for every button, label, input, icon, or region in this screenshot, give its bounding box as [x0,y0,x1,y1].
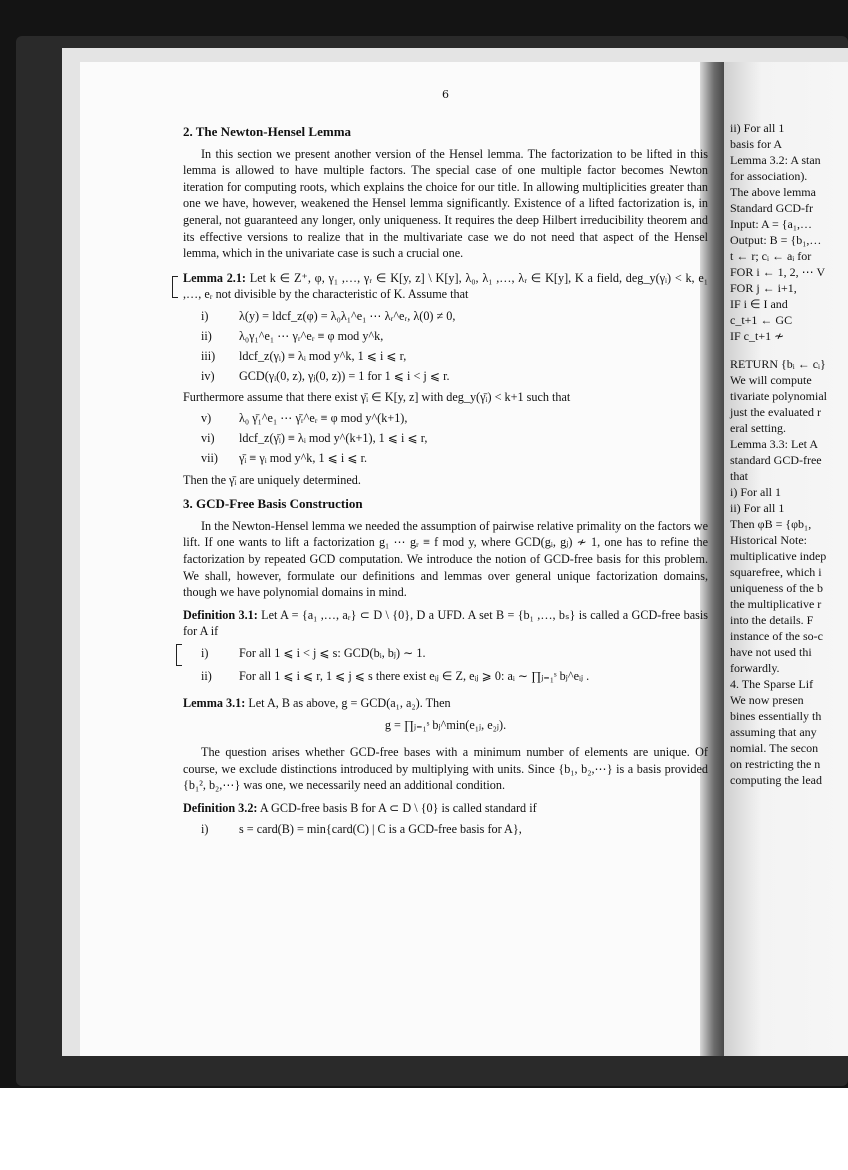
condition-item [183,409,708,429]
section-intro: In this section we present another version of the Hensel lemma. The factorization to be lifted in this lemma is allowed to have multiple factors. The special case of one multiple factor becomes Newton iteration for computing roots, which explains the choice for our title. In allowing multiplicities greater than one we have, however, weakened the Hensel lemma significantly. Existence of a lifted factorization is, in general, not guaranteed any longer, only uniqueness. It requires the deep Hilbert irreducibility theorem and its effective versions to realize that in the multivariate case we do not need that aspect of the Hensel lemma, which in the univariate case is such a crucial one. [183,146,708,261]
display-formula: g = ∏ⱼ₌₁ˢ bⱼ^min(e₁ⱼ, e₂ⱼ). [384,718,507,733]
definition-item [183,643,708,663]
lemma-label: Lemma 3.1: [183,695,246,710]
question-paragraph: The question arises whether GCD-free bases with a minimum number of elements are unique. Of course, we exclude distinctions introduced by multiplying with units. Since {b₁, b₂,⋯} is a basis provided {b₁², b₂,⋯} was one, we necessarily need an additional condition. [183,745,708,793]
condition-label: i) [201,308,209,323]
right-page-line: c_t+1 ← GC [730,313,793,327]
section-heading: 2. The Newton-Hensel Lemma [183,124,352,139]
condition-item [183,306,708,326]
condition-text: GCD(γᵢ(0, z), γⱼ(0, z)) = 1 for 1 ⩽ i < j ⩽ r. [239,368,450,383]
lemma-text: Let k ∈ Z⁺, φ, γ₁ ,…, γᵣ ∈ K[y, z] \ K[y], λ₀, λ₁ ,…, λᵣ ∈ K[y], K a field, deg_y(γᵢ) < k, e₁ ,…, eᵣ not divisible by the characteristic of K. Assume that [183,270,709,302]
right-page-line: ii) For all 1 [730,121,785,135]
annotation-bracket [176,644,182,666]
lemma-conclusion: Then the γ̄ᵢ are uniquely determined. [183,472,361,487]
lemma-text: Let A, B as above, g = GCD(a₁, a₂). Then [248,695,451,710]
right-page-line: assuming that any [730,725,817,739]
condition-list [183,409,708,469]
right-page-line: IF c_t+1 ≁ [730,329,785,343]
right-page-line: have not used thi [730,645,812,659]
right-page-line [730,344,848,356]
definition-label: Definition 3.2: [183,800,258,815]
condition-list [183,306,708,386]
left-page-content [183,124,708,842]
right-page-line: Output: B = {b₁,… [730,233,822,247]
section-intro: In the Newton-Hensel lemma we needed the assumption of pairwise relative primality on the factors we lift. If one wants to lift a factorization g₁ ⋯ gᵣ ≡ f mod y, where GCD(gᵢ, gⱼ) ≁ 1, one has to refine the factorization by repeated GCD computation. We introduce the notion of GCD-free basis for this problem. We shall, however, formulate our definitions and lemmas over general unique factorization domains, though we have polynomial domains in mind. [183,518,708,600]
right-page-line: bines essentially th [730,709,822,723]
right-page-line: Lemma 3.3: Let A [730,437,818,451]
right-page-line: into the details. F [730,613,814,627]
annotation-bracket [172,276,178,298]
condition-item [183,366,708,386]
condition-text: λ₀γ₁^e₁ ⋯ γᵣ^eᵣ ≡ φ mod y^k, [239,328,384,343]
right-page-line: basis for A [730,137,782,151]
definition-label: Definition 3.1: [183,607,258,622]
right-page-line: nomial. The secon [730,741,819,755]
condition-label: v) [201,411,212,426]
right-page-line: forwardly. [730,661,780,675]
right-page-line: squarefree, which i [730,565,822,579]
condition-item [183,449,708,469]
right-page-line: IF i ∈ I and [730,297,788,311]
item-text: For all 1 ⩽ i < j ⩽ s: GCD(bᵢ, bⱼ) ∼ 1. [239,645,426,660]
right-page-line: Input: A = {a₁,… [730,217,813,231]
definition-item [183,819,708,839]
right-page-line: RETURN {bᵢ ← cᵢ} [730,357,826,371]
definition-items [183,819,708,839]
condition-label: vi) [201,431,215,446]
scanner-margin [0,1088,848,1170]
right-page-line: on restricting the n [730,757,821,771]
definition-items [183,643,708,689]
right-page-fragments [730,120,848,788]
condition-item [183,429,708,449]
lemma-3-1 [183,695,708,712]
condition-label: vii) [201,451,218,466]
page-number: 6 [442,88,449,101]
right-page-line: 4. The Sparse Lif [730,677,814,691]
section-heading: 3. GCD-Free Basis Construction [183,496,363,512]
right-page-line: tivariate polynomial [730,389,827,403]
condition-text: λ(y) = ldcf_z(φ) = λ₀λ₁^e₁ ⋯ λᵣ^eᵣ, λ(0) ≠ 0, [239,308,456,323]
condition-text: γ̄ᵢ ≡ γᵢ mod y^k, 1 ⩽ i ⩽ r. [239,451,368,466]
right-page-line: computing the lead [730,773,822,787]
condition-item [183,346,708,366]
right-page-line: Standard GCD-fr [730,201,813,215]
right-page-line: We now presen [730,693,804,707]
further-assumption: Furthermore assume that there exist γ̄ᵢ ∈ K[y, z] with deg_y(γ̄ᵢ) < k+1 such that [183,389,571,404]
right-page-line: eral setting. [730,421,786,435]
right-page-line: multiplicative indep [730,549,827,563]
right-page-line: Historical Note: [730,533,807,547]
definition-text: A GCD-free basis B for A ⊂ D \ {0} is called standard if [259,800,537,815]
condition-label: iv) [201,368,215,383]
condition-label: ii) [201,328,212,343]
right-page-line: ii) For all 1 [730,501,785,515]
definition-item [183,663,708,689]
right-page-line: The above lemma [730,185,816,199]
item-label: i) [201,645,209,660]
condition-text: ldcf_z(γᵢ) ≡ λᵢ mod y^k, 1 ⩽ i ⩽ r, [239,348,407,363]
lemma-label: Lemma 2.1: [183,270,246,285]
definition-text: Let A = {a₁ ,…, aᵣ} ⊂ D \ {0}, D a UFD. A set B = {b₁ ,…, bₛ} is called a GCD-free basis for A if [183,607,708,639]
right-page-line: standard GCD-free [730,453,822,467]
item-label: ii) [201,668,212,683]
right-page-line: FOR j ← i+1, [730,281,797,295]
condition-item [183,326,708,346]
condition-text: ldcf_z(γ̄ᵢ) ≡ λᵢ mod y^(k+1), 1 ⩽ i ⩽ r, [239,431,428,446]
right-page-line: for association). [730,169,808,183]
right-page-line: Lemma 3.2: A stan [730,153,821,167]
condition-label: iii) [201,348,216,363]
right-page-line: t ← r; cᵢ ← aᵢ for [730,249,812,263]
right-page-line: We will compute [730,373,812,387]
definition-3-2 [183,800,708,817]
right-page-line: FOR i ← 1, 2, ⋯ V [730,265,826,279]
right-page-line: instance of the so-c [730,629,823,643]
item-label: i) [201,822,209,837]
right-page-line: that [730,469,748,483]
right-page-line: just the evaluated r [730,405,821,419]
definition-3-1 [183,607,708,640]
item-text: s = card(B) = min{card(C) | C is a GCD-free basis for A}, [239,822,522,837]
condition-text: λ₀ γ̄₁^e₁ ⋯ γ̄ᵣ^eᵣ ≡ φ mod y^(k+1), [239,411,408,426]
item-text: For all 1 ⩽ i ⩽ r, 1 ⩽ j ⩽ s there exist eᵢⱼ ∈ Z, eᵢⱼ ⩾ 0: aᵢ ∼ ∏ⱼ₌₁ˢ bⱼ^eᵢⱼ . [239,668,590,683]
right-page-line: Then φB = {φb₁, [730,517,812,531]
right-page-line: i) For all 1 [730,485,781,499]
lemma-2-1 [183,270,708,303]
right-page-line: uniqueness of the b [730,581,823,595]
right-page-line: the multiplicative r [730,597,822,611]
